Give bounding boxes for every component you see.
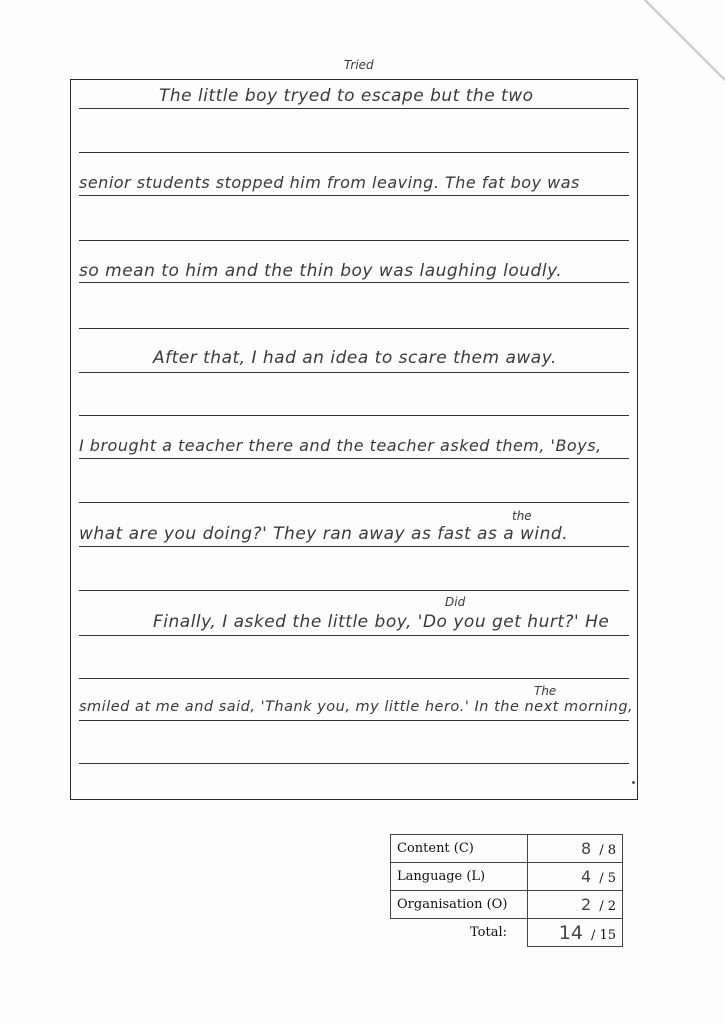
total-mark: 14 — [558, 921, 583, 944]
correction-note: The — [534, 684, 557, 698]
ruled-line — [79, 415, 629, 416]
stray-dot — [632, 781, 635, 784]
essay-line: After that, I had an idea to scare them away. — [153, 348, 557, 368]
ruled-line — [79, 502, 629, 503]
total-label: Total: — [469, 925, 507, 941]
score-mark: 4 — [581, 867, 592, 886]
ruled-line — [79, 590, 629, 591]
score-max: / 8 — [599, 843, 616, 858]
score-table — [390, 834, 623, 947]
total-max: / 15 — [590, 927, 616, 943]
ruled-line — [79, 546, 629, 547]
ruled-line — [79, 282, 629, 283]
correction-note: Tried — [344, 58, 374, 72]
page-corner-fold — [635, 0, 725, 90]
score-max: / 5 — [599, 871, 616, 886]
score-cell — [528, 891, 623, 919]
score-mark: 2 — [581, 895, 592, 914]
ruled-line — [79, 678, 629, 679]
ruled-line — [79, 195, 629, 196]
essay-line: smiled at me and said, 'Thank you, my little hero.' In the next morning, — [79, 699, 634, 715]
ruled-line — [79, 635, 629, 636]
score-cell — [528, 863, 623, 891]
score-label: Organisation (O) — [391, 891, 528, 919]
score-cell — [528, 835, 623, 863]
ruled-line — [79, 372, 629, 373]
ruled-line — [79, 240, 629, 241]
essay-line: I brought a teacher there and the teacher asked them, 'Boys, — [79, 436, 602, 455]
score-mark: 8 — [581, 839, 592, 858]
ruled-line — [79, 328, 629, 329]
total-row — [391, 919, 623, 947]
essay-line: senior students stopped him from leaving. The fat boy was — [79, 173, 580, 192]
essay-line: so mean to him and the thin boy was laughing loudly. — [79, 261, 563, 281]
writing-frame — [70, 58, 638, 800]
total-cell — [528, 919, 623, 947]
score-label: Content (C) — [391, 835, 528, 863]
score-label: Language (L) — [391, 863, 528, 891]
ruled-line — [79, 108, 629, 109]
essay-line: The little boy tryed to escape but the two — [159, 86, 534, 106]
score-row — [391, 863, 623, 891]
essay-line: what are you doing?' They ran away as fast as a wind. — [79, 524, 569, 544]
ruled-line — [79, 720, 629, 721]
correction-note: the — [512, 509, 532, 523]
score-max: / 2 — [599, 899, 616, 914]
ruled-line — [79, 152, 629, 153]
score-row — [391, 835, 623, 863]
ruled-line — [79, 763, 629, 764]
essay-line: Finally, I asked the little boy, 'Do you get hurt?' He — [153, 612, 610, 632]
score-row — [391, 891, 623, 919]
ruled-line — [79, 458, 629, 459]
correction-note: Did — [445, 595, 466, 609]
